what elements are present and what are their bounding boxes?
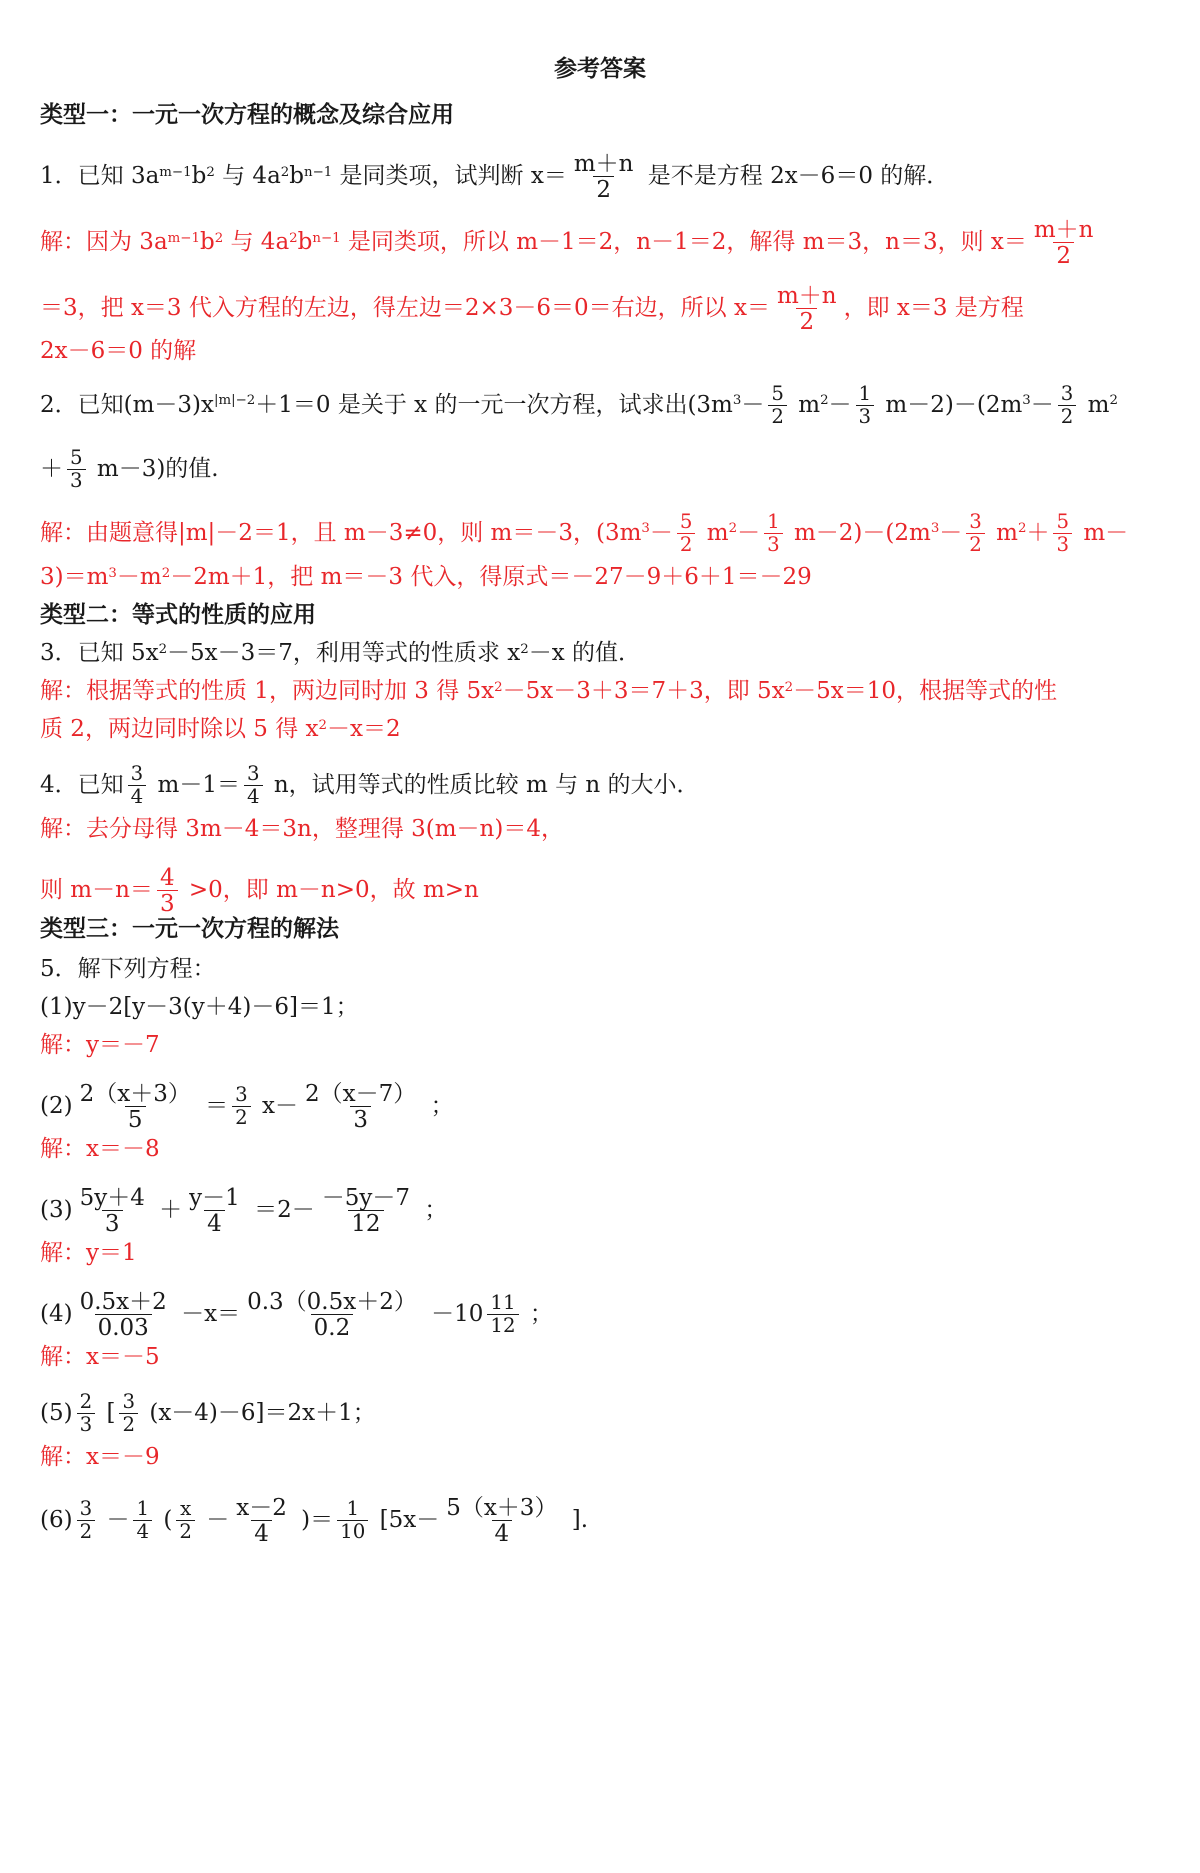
page-title: 参考答案 [554,56,646,82]
fraction: $\frac{0.3(0.5x+2)}{0.2}$ [247,1289,417,1342]
answer-1-line-3: 2x－6＝0 的解 [40,338,197,364]
solution-3: 解：y＝1 [40,1240,137,1266]
fraction: $\frac{1}{3}$ [856,384,875,428]
equation-5: (5) $\frac{2}{3}$ [ $\frac{3}{2}$ (x－4)－6]＝2x＋1； [40,1390,376,1436]
fraction: $\frac{m+n}{2}$ [1033,217,1094,270]
exponent: 2 [820,393,829,409]
equation-2: (2) $\frac{2(x+3)}{5}$ ＝ $\frac{3}{2}$ x－ $\frac{2(x-7)}{3}$ ； [40,1081,454,1134]
exponent: 3 [1022,393,1031,409]
answer-1-line-1: 解：因为 $3a^{m-1}b^2$ 与 $4a^2b^{n-1}$ 是同类项，所以 m－1＝2，n－1＝2，解得 m＝3，n＝3，则 x＝ $\frac{m+n}{2}$ [40,218,1166,268]
exponent: 2 [494,679,503,695]
section-heading-type2: 类型二：等式的性质的应用 [40,602,316,628]
exponent: 2 [289,230,298,246]
answer-3-line-1: 解：根据等式的性质 1，两边同时加 3 得 $5x^2-5x-3+3=7+3$，即 $5x^2-5x=10$，根据等式的性 [40,678,1058,704]
question-4: 4．已知 $\frac{3}{4}$ m－1＝ $\frac{3}{4}$ n，试用等式的性质比较 m 与 n 的大小． [40,762,700,808]
fraction: $\frac{3}{2}$ [966,512,985,556]
question-1: 1．已知 $3a^{m-1}b^2$ 与 $4a^2b^{n-1}$ 是同类项，试判断 x＝ $\frac{m+n}{2}$ 是不是方程 2x－6＝0 的解． [40,151,950,204]
fraction: $\frac{5}{2}$ [677,512,696,556]
fraction: $\frac{5}{2}$ [768,384,787,428]
exponent: 2 [206,164,215,180]
solution-2: 解：x＝－8 [40,1136,160,1162]
equation-6: (6) $\frac{3}{2}$ － $\frac{1}{4}$ ( $\frac{x}{2}$ － $\frac{x-2}{4}$ )＝ $\frac{1}{10}$ [5x－ $\frac{5(x+3)}{4}$ ]. [40,1495,589,1548]
exponent: 2 [318,717,327,733]
fraction: $\frac{5(x+3)}{4}$ [446,1495,558,1548]
section-heading-type1: 类型一：一元一次方程的概念及综合应用 [40,102,454,128]
fraction: $\frac{1}{4}$ [133,1499,152,1543]
fraction: $\frac{3}{2}$ [232,1085,251,1129]
exponent: 2 [280,164,290,180]
answer-4-line-1: 解：去分母得 3m－4＝3n，整理得 3(m－n)＝4， [40,816,564,842]
fraction: $\frac{-5y-7}{12}$ [321,1185,411,1238]
exponent: 2 [161,565,171,581]
exponent: 3 [641,521,650,537]
fraction: $\frac{5}{3}$ [67,448,86,492]
exponent: 2 [1018,521,1027,537]
answer-3-line-2: 质 2，两边同时除以 5 得 $x^2-x=2$ [40,716,401,742]
exponent: 3 [108,565,117,581]
question-5: 5．解下列方程： [40,956,216,982]
fraction: $\frac{2}{3}$ [77,1392,96,1436]
answer-4-line-2: 则 m－n＝ $\frac{4}{3}$ >0，即 m－n>0，故 m>n [40,865,479,918]
exponent: 2 [1109,393,1118,409]
fraction: $\frac{3}{4}$ [128,764,147,808]
exponent: n−1 [304,164,333,180]
equation-4: (4) $\frac{0.5x+2}{0.03}$ －x＝ $\frac{0.3(0.5x+2)}{0.2}$ －10 $\frac{11}{12}$ ； [40,1289,553,1342]
solution-5: 解：x＝－9 [40,1444,160,1470]
fraction: $\frac{2(x+3)}{5}$ [79,1081,191,1134]
fraction: $\frac{3}{2}$ [1058,384,1077,428]
solution-4: 解：x＝－5 [40,1344,160,1370]
answer-2-line-2: $3)=m^3-m^2-2m+1$，把 m＝－3 代入，得原式＝－27－9＋6＋1＝－29 [40,564,812,590]
fraction: $\frac{3}{2}$ [119,1392,138,1436]
fraction: $\frac{4}{3}$ [157,866,178,916]
question-2-line-2: ＋ $\frac{5}{3}$ m－3)的值. [40,446,219,492]
exponent: 2 [214,230,224,246]
fraction: $\frac{3}{4}$ [244,764,263,808]
exponent: n−1 [312,230,341,246]
exponent: 3 [930,521,940,537]
fraction: $\frac{x-2}{4}$ [236,1495,287,1548]
fraction: $\frac{3}{2}$ [77,1499,96,1543]
exponent: 3 [732,393,742,409]
fraction: $\frac{5y+4}{3}$ [79,1185,145,1238]
equation-1: (1)y－2[y－3(y＋4)－6]＝1； [40,994,359,1020]
fraction: $\frac{11}{12}$ [487,1293,518,1337]
fraction: $\frac{2(x-7)}{3}$ [305,1081,417,1134]
section-heading-type3: 类型三：一元一次方程的解法 [40,916,339,942]
fraction: $\frac{1}{10}$ [337,1499,368,1543]
fraction: $\frac{0.5x+2}{0.03}$ [79,1289,167,1342]
fraction: $\frac{y-1}{4}$ [189,1185,240,1238]
solution-1: 解：y＝－7 [40,1032,160,1058]
fraction: $\frac{x}{2}$ [176,1499,195,1543]
answer-1-line-2: ＝3，把 x＝3 代入方程的左边，得左边＝2×3－6＝0＝右边，所以 x＝ $\frac{m+n}{2}$ ，即 x＝3 是方程 [40,283,1024,336]
exponent: 2 [784,679,794,695]
question-2-line-1: 2．已知$(m-3)x^{|m|-2}+1=0$ 是关于 x 的一元一次方程，试求出($3m^3-$ $\frac{5}{2}$ $m^2-$ $\frac{1}{3}$ $m-2)-(2m^3-$ $\frac{3}{2}$ $m^2$ [40,382,1118,428]
fraction: $\frac{1}{3}$ [764,512,783,556]
exponent: 2 [728,521,738,537]
exponent: m−1 [167,230,200,246]
exponent: 2 [520,641,529,657]
exponent: m−1 [159,164,192,180]
exponent: |m|−2 [214,393,256,409]
fraction: $\frac{5}{3}$ [1053,512,1072,556]
fraction: $\frac{m+n}{2}$ [573,151,634,204]
fraction: $\frac{m+n}{2}$ [776,283,837,336]
question-3: 3．已知 $5x^2-5x-3=7$，利用等式的性质求 $x^2-x$ 的值． [40,640,641,666]
exponent: 2 [158,641,168,657]
answer-2-line-1: 解：由题意得|m|－2＝1，且 m－3≠0，则 m＝－3，($3m^3-$ $\frac{5}{2}$ $m^2-$ $\frac{1}{3}$ $m-2)-(2m^3-$ $\frac{3}{2}$ $m^2+$ $\frac{5}{3}$ m－ [40,510,1129,556]
equation-3: (3) $\frac{5y+4}{3}$ ＋ $\frac{y-1}{4}$ ＝2－ $\frac{-5y-7}{12}$ ； [40,1185,448,1238]
